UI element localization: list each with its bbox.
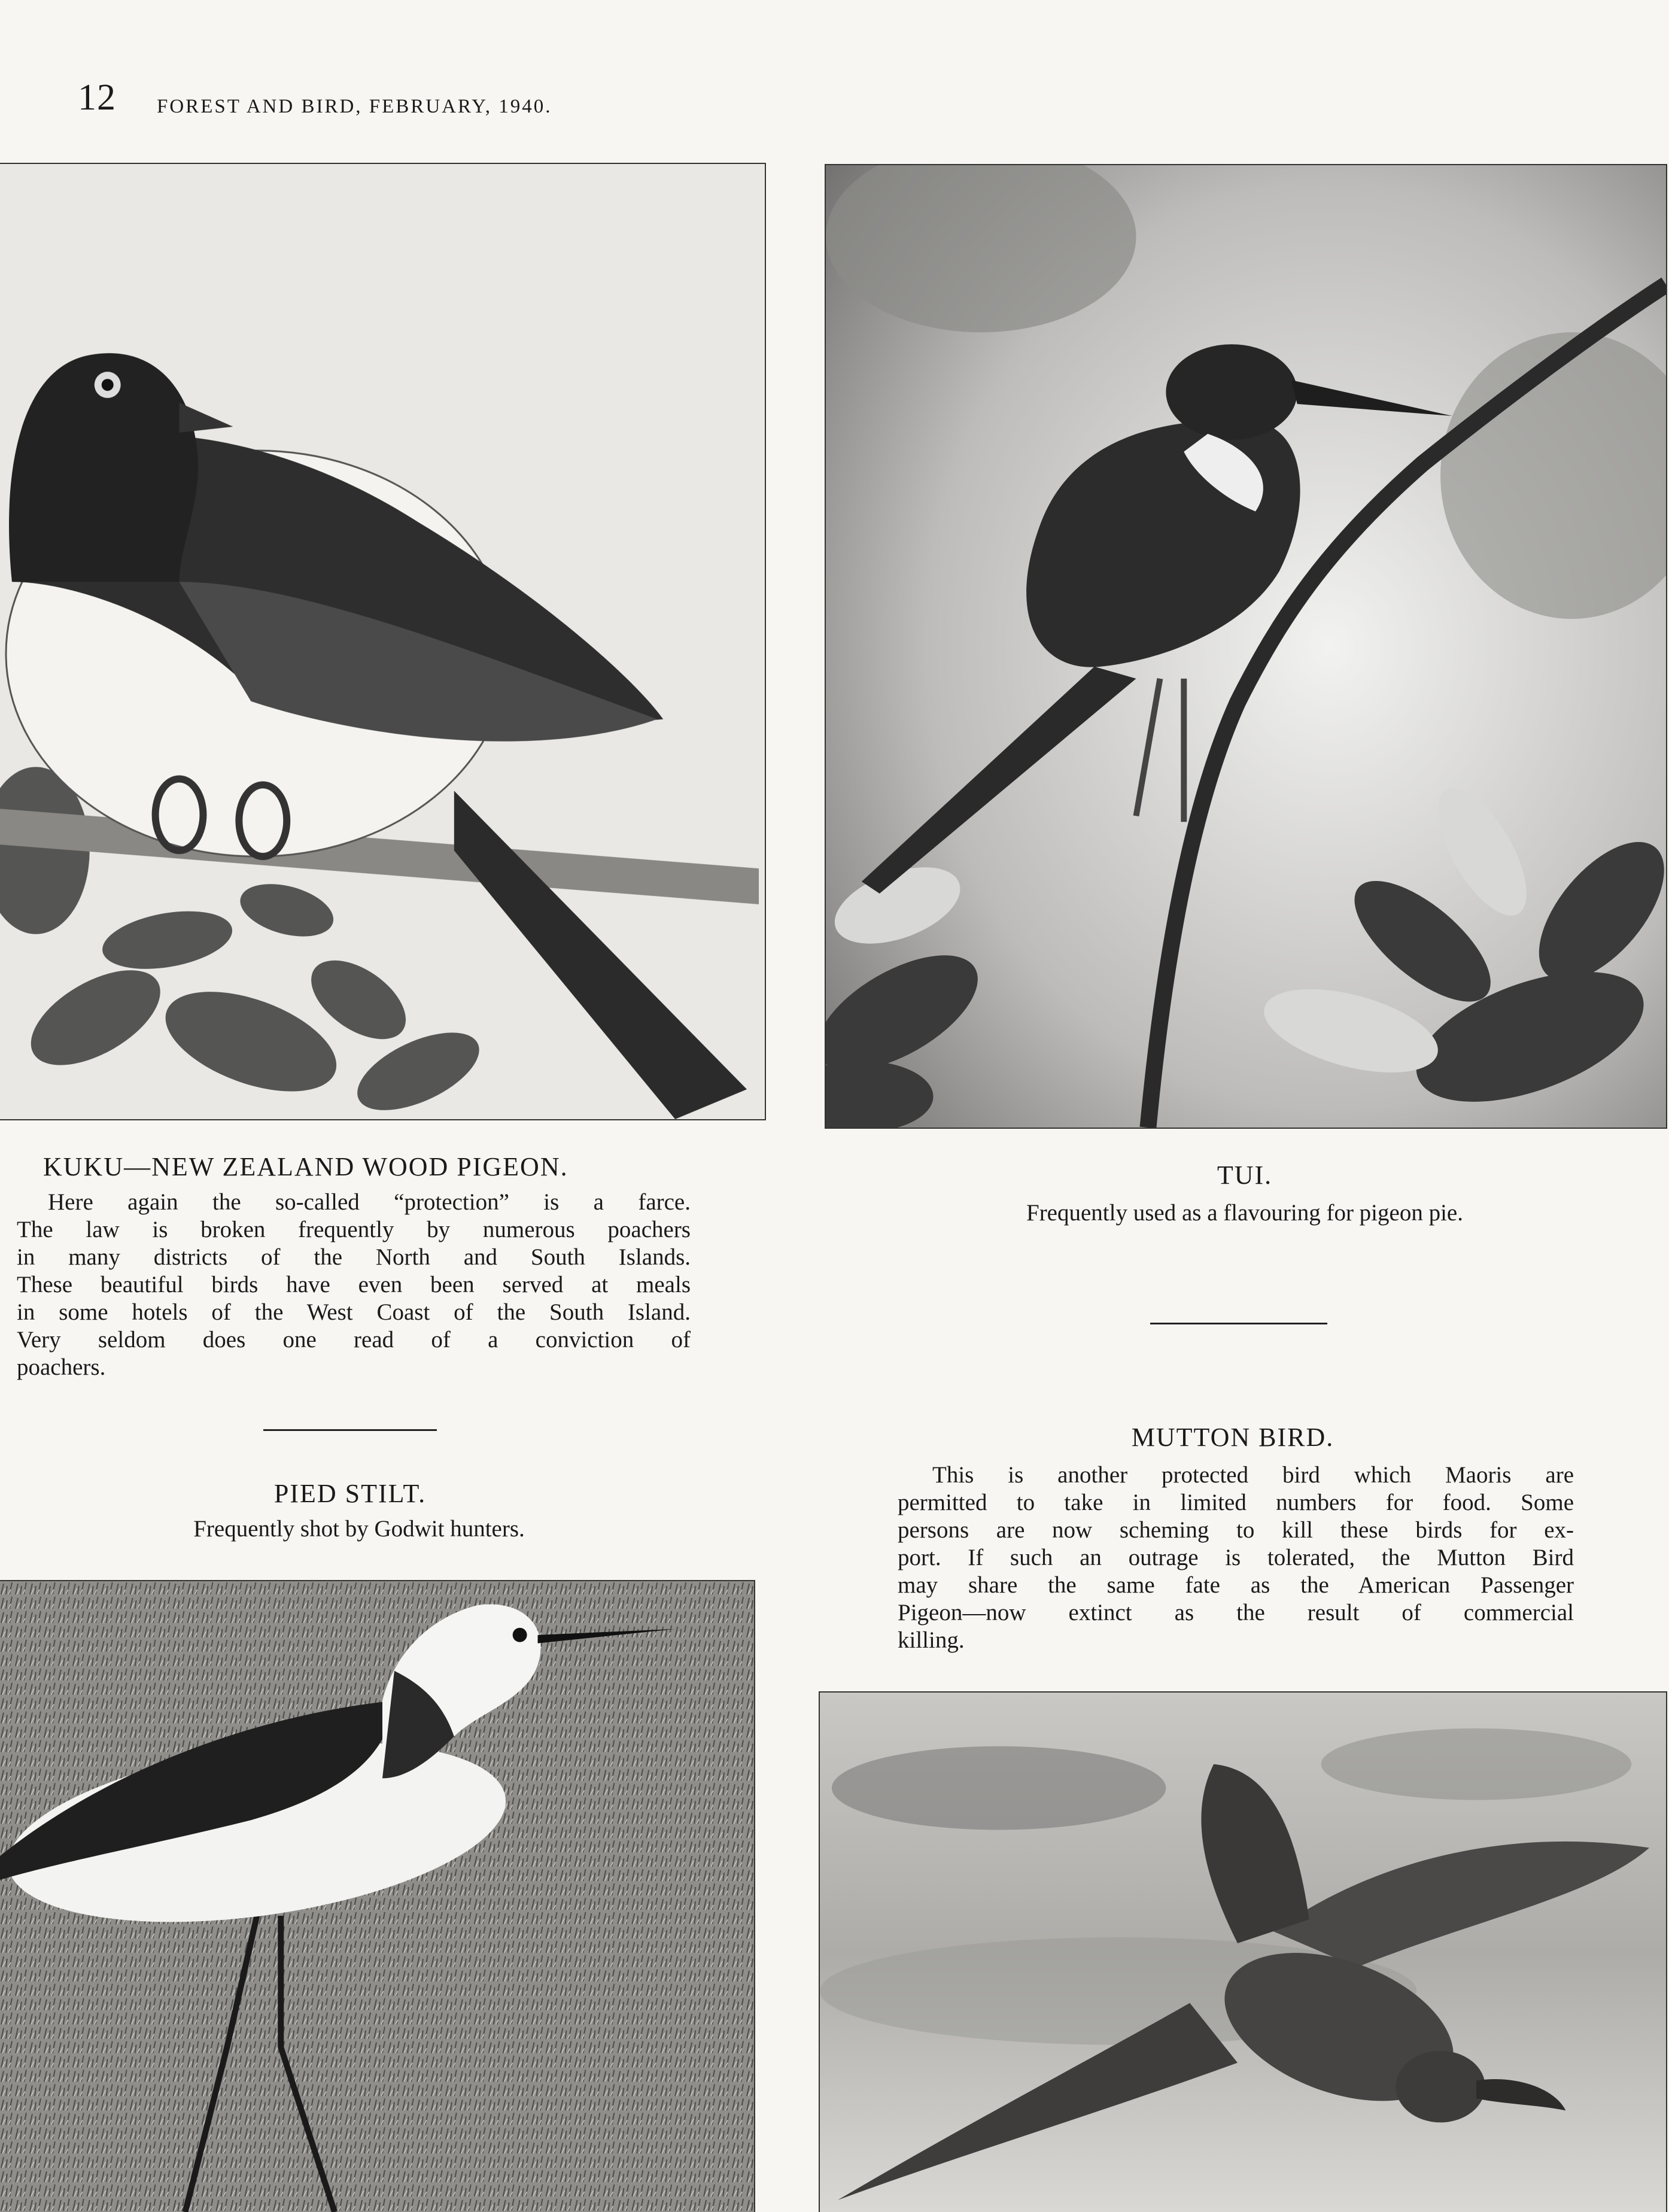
wood-pigeon-caption-line: in many districts of the North and South Islands. (17, 1244, 691, 1270)
mutton-bird-caption-line: This is another protected bird which Maoris are (932, 1462, 1574, 1488)
mutton-bird-caption-title: MUTTON BIRD. (1131, 1423, 1334, 1452)
wood-pigeon-caption-title: KUKU—NEW ZEALAND WOOD PIGEON. (43, 1152, 569, 1181)
pied-stilt-photograph (0, 1580, 755, 2212)
page-number: 12 (78, 77, 116, 118)
section-divider (263, 1429, 437, 1431)
mutton-bird-caption-line: may share the same fate as the American Passenger (898, 1572, 1574, 1598)
mutton-bird-caption-line: killing. (898, 1627, 965, 1653)
wood-pigeon-caption-line: Here again the so-called “protection” is a farce. (48, 1189, 691, 1215)
tui-caption-text: Frequently used as a flavouring for pigeon pie. (1026, 1200, 1463, 1226)
mutton-bird-caption-line: permitted to take in limited numbers for food. Some (898, 1490, 1574, 1515)
mutton-bird-caption-line: persons are now scheming to kill these birds for ex- (898, 1517, 1574, 1543)
wood-pigeon-caption-line: poachers. (17, 1354, 106, 1380)
section-divider (1150, 1323, 1327, 1324)
wood-pigeon-caption-line: Very seldom does one read of a conviction of (17, 1327, 691, 1353)
pied-stilt-caption-text: Frequently shot by Godwit hunters. (193, 1516, 525, 1542)
mutton-bird-caption-line: port. If such an outrage is tolerated, the Mutton Bird (898, 1545, 1574, 1570)
wood-pigeon-illustration (0, 163, 766, 1120)
wood-pigeon-caption-line: These beautiful birds have even been served at meals (17, 1272, 691, 1298)
mutton-bird-illustration (819, 1691, 1667, 2212)
wood-pigeon-caption-line: in some hotels of the West Coast of the South Island. (17, 1299, 691, 1325)
mutton-bird-caption-line: Pigeon—now extinct as the result of commercial (898, 1600, 1574, 1625)
wood-pigeon-caption-line: The law is broken frequently by numerous poachers (17, 1217, 691, 1242)
tui-photograph (825, 164, 1667, 1129)
tui-caption-title: TUI. (1217, 1160, 1273, 1190)
running-head: FOREST AND BIRD, FEBRUARY, 1940. (157, 96, 552, 117)
pied-stilt-caption-title: PIED STILT. (273, 1479, 427, 1508)
